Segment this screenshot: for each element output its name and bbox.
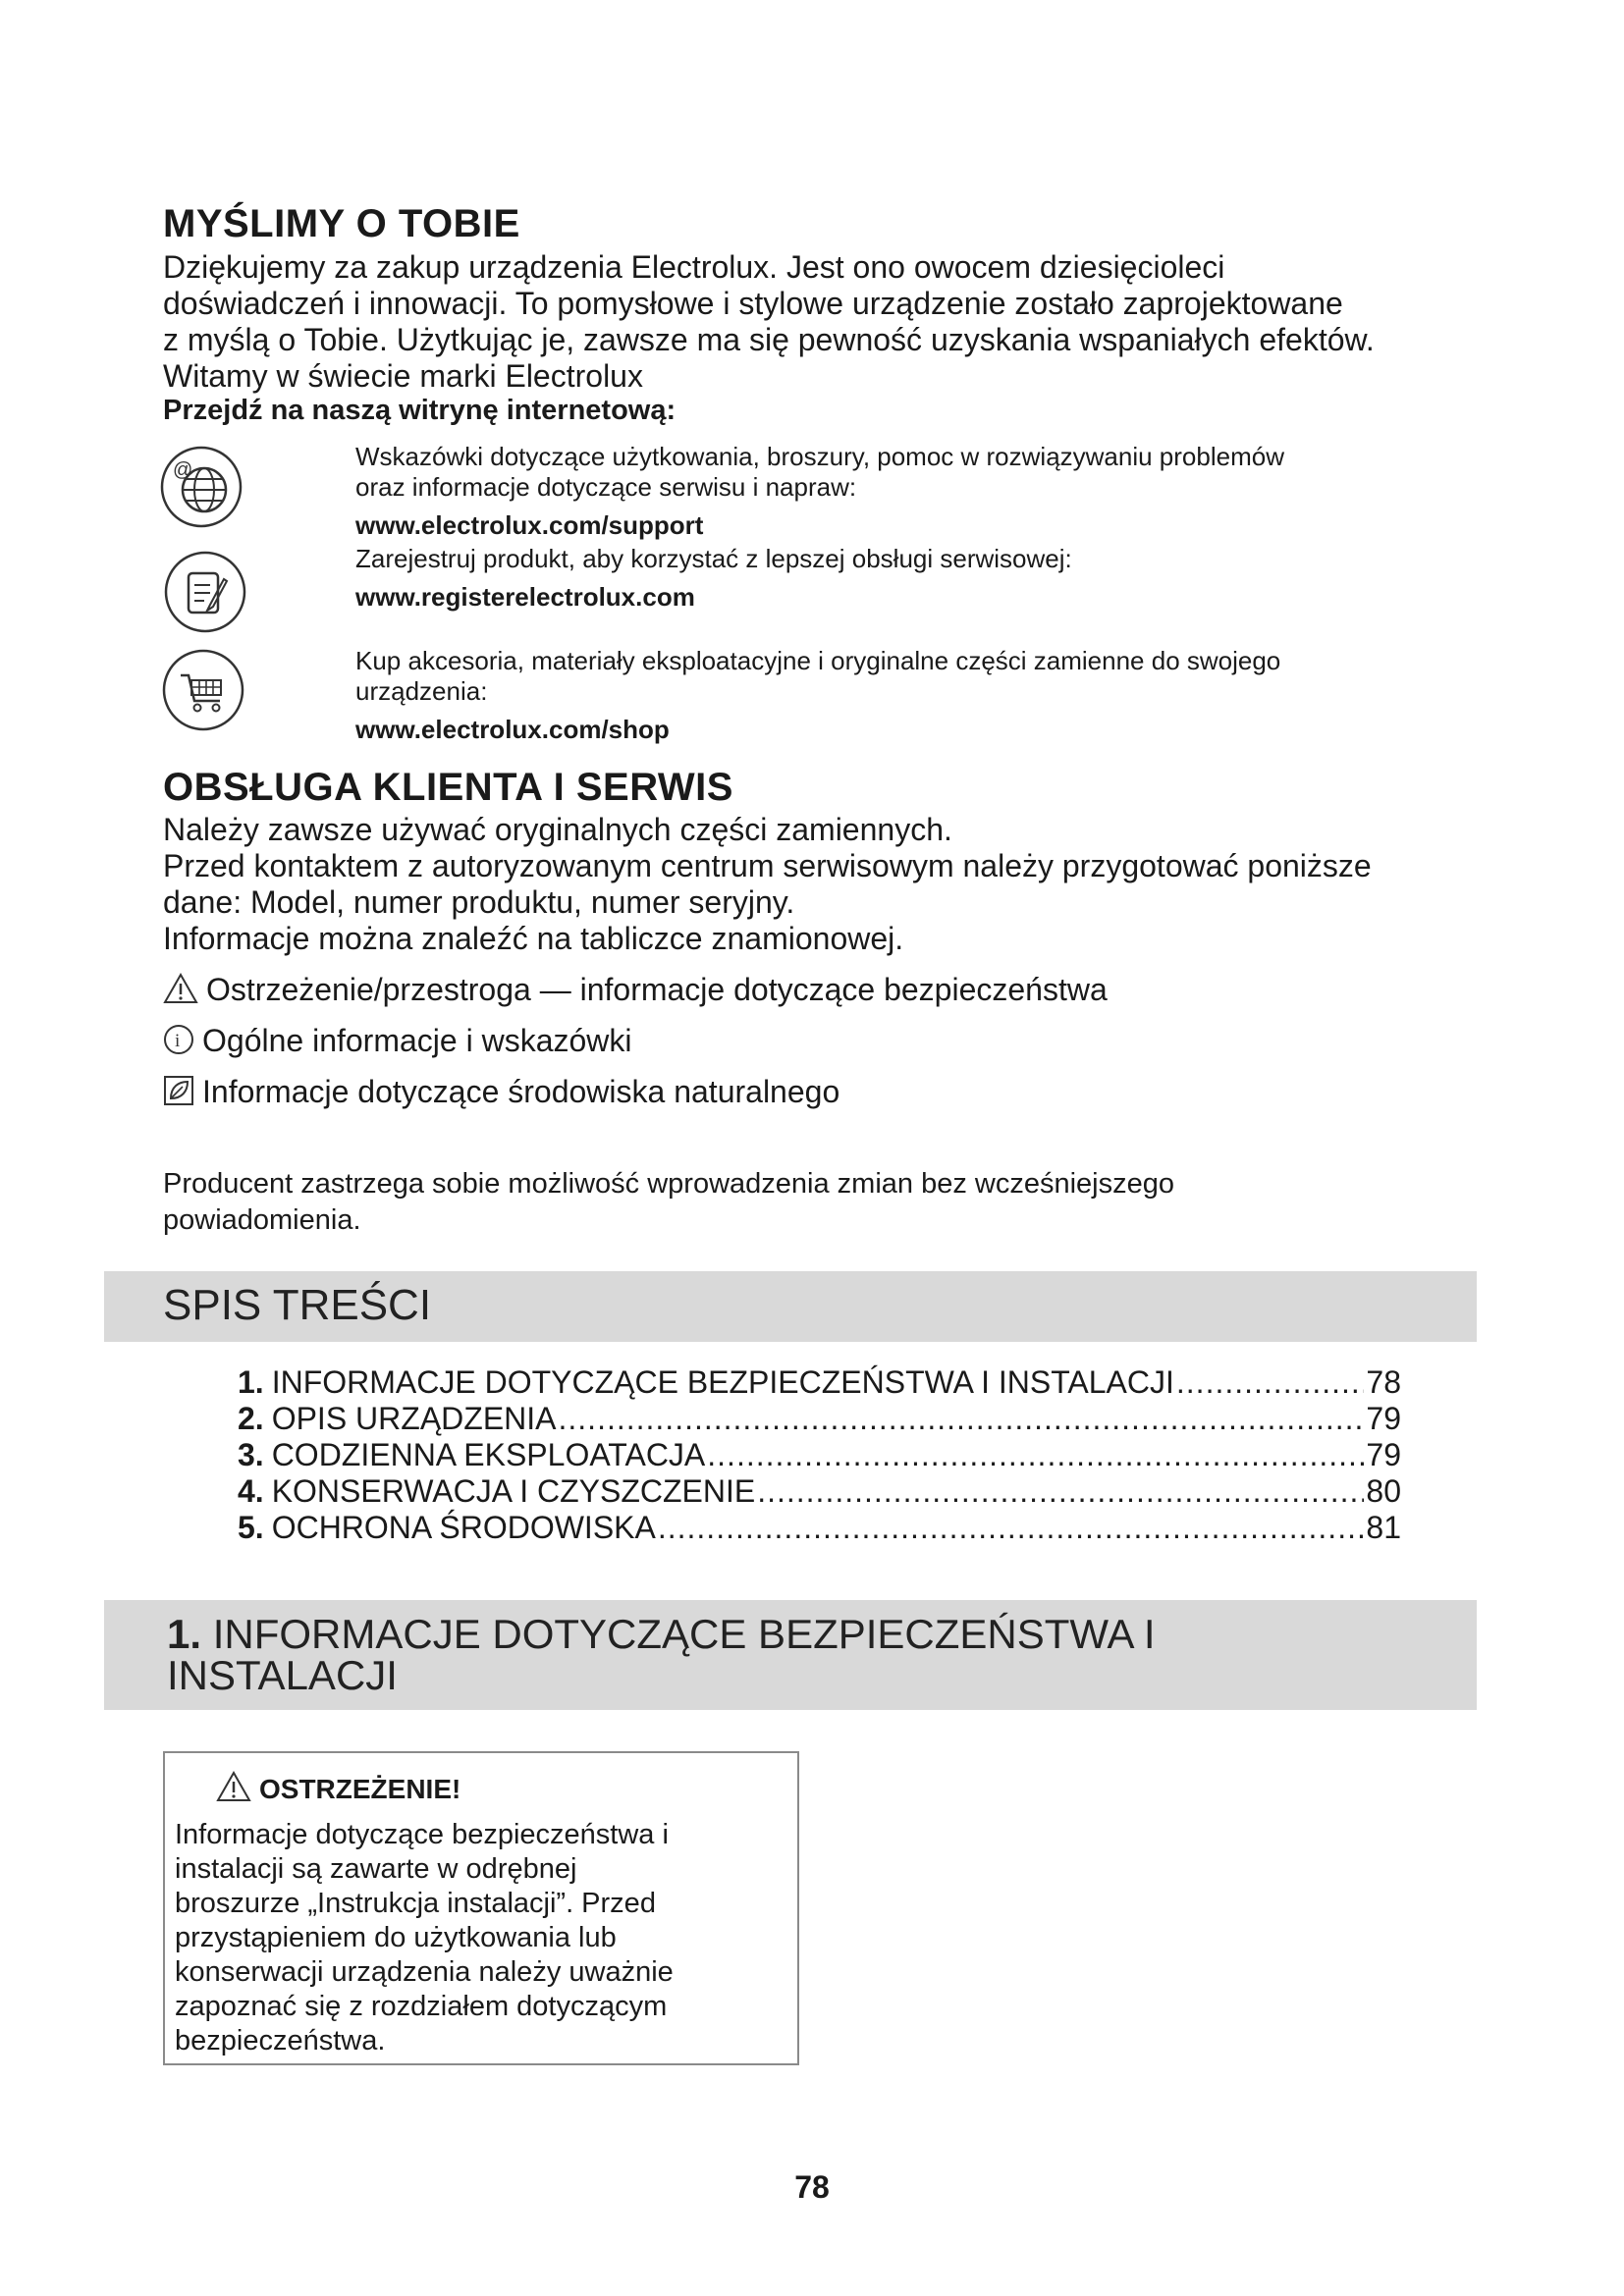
link-line: Kup akcesoria, materiały eksploatacyjne i oryginalne części zamienne do swojego: [355, 646, 1281, 675]
service-title: OBSŁUGA KLIENTA I SERWIS: [163, 766, 733, 809]
toc-title: SPIS TREŚCI: [163, 1281, 432, 1329]
shopping-cart-icon: [161, 648, 245, 732]
toc-item-page: 79: [1366, 1437, 1401, 1472]
section1-title-line: INSTALACJI: [167, 1652, 398, 1698]
toc-item-number: 5.: [238, 1510, 264, 1545]
warning-heading: [216, 1771, 460, 1809]
warning-line: zapoznać się z rozdziałem dotyczącym: [175, 1991, 668, 2022]
warning-text: [175, 1818, 674, 2058]
toc-item-page: 81: [1366, 1510, 1401, 1545]
service-text: [163, 812, 1372, 957]
service-line: Należy zawsze używać oryginalnych części zamiennych.: [163, 812, 952, 847]
legend-item: [163, 966, 1108, 1017]
service-line: Przed kontaktem z autoryzowanym centrum serwisowym należy przygotować poniższe: [163, 848, 1372, 883]
link-line: urządzenia:: [355, 676, 488, 706]
intro-line: doświadczeń i innowacji. To pomysłowe i stylowe urządzenie zostało zaprojektowane: [163, 286, 1343, 321]
legend-item: [163, 1017, 1108, 1068]
support-url-link[interactable]: www.electrolux.com/support: [355, 510, 704, 540]
link-line: Zarejestruj produkt, aby korzystać z lepszej obsługi serwisowej:: [355, 544, 1072, 573]
toc-leader: [559, 1401, 1365, 1437]
warning-triangle-icon: [216, 1771, 251, 1809]
intro-text: [163, 249, 1375, 395]
toc-item-page: 80: [1366, 1473, 1401, 1509]
intro-title: MYŚLIMY O TOBIE: [163, 202, 520, 245]
intro-line: z myślą o Tobie. Użytkując je, zawsze ma się pewność uzyskania wspaniałych efektów.: [163, 322, 1375, 357]
disclaimer: [163, 1166, 1174, 1239]
toc-item[interactable]: [238, 1364, 1401, 1401]
toc-item-label: OPIS URZĄDZENIA: [271, 1401, 557, 1436]
svg-text:i: i: [175, 1031, 181, 1051]
website-heading: Przejdź na naszą witrynę internetową:: [163, 395, 677, 426]
toc-header-bar: [104, 1271, 1477, 1342]
symbol-legend: [163, 966, 1108, 1119]
service-line: Informacje można znaleźć na tabliczce znamionowej.: [163, 921, 904, 956]
toc-item-label: CODZIENNA EKSPLOATACJA: [271, 1437, 706, 1472]
register-url-link[interactable]: www.registerelectrolux.com: [355, 582, 695, 612]
link-line: oraz informacje dotyczące serwisu i napraw:: [355, 472, 857, 502]
toc-item[interactable]: [238, 1437, 1401, 1473]
toc-item[interactable]: [238, 1473, 1401, 1510]
toc-list: [238, 1364, 1401, 1546]
toc-leader: [707, 1437, 1364, 1473]
toc-item-number: 4.: [238, 1473, 264, 1509]
environment-leaf-icon: [163, 1072, 194, 1119]
toc-item-number: 2.: [238, 1401, 264, 1436]
service-line: dane: Model, numer produktu, numer seryjny.: [163, 884, 795, 920]
toc-item-number: 3.: [238, 1437, 264, 1472]
section1-title-line: INFORMACJE DOTYCZĄCE BEZPIECZEŃSTWA I: [212, 1611, 1156, 1657]
warning-box: [163, 1751, 799, 2065]
intro-line: Dziękujemy za zakup urządzenia Electrolux. Jest ono owocem dziesięcioleci: [163, 249, 1225, 285]
info-circle-icon: [163, 1021, 194, 1068]
link-register-text: [355, 544, 1072, 613]
section1-number: 1.: [167, 1611, 202, 1657]
toc-leader: [757, 1473, 1364, 1510]
section1-title: [167, 1611, 1156, 1698]
link-support-text: [355, 442, 1284, 541]
intro-line: Witamy w świecie marki Electrolux: [163, 358, 643, 394]
toc-item[interactable]: [238, 1510, 1401, 1546]
toc-leader: [658, 1510, 1365, 1546]
warning-line: przystąpieniem do użytkowania lub: [175, 1922, 617, 1953]
link-line: Wskazówki dotyczące użytkowania, broszury, pomoc w rozwiązywaniu problemów: [355, 442, 1284, 471]
toc-item-label: KONSERWACJA I CZYSZCZENIE: [271, 1473, 756, 1509]
warning-line: konserwacji urządzenia należy uważnie: [175, 1956, 674, 1988]
toc-leader: [1176, 1364, 1365, 1401]
section1-header-bar: [104, 1600, 1477, 1710]
warning-line: instalacji są zawarte w odrębnej: [175, 1853, 577, 1885]
warning-line: broszurze „Instrukcja instalacji”. Przed: [175, 1888, 656, 1919]
globe-icon: [159, 445, 244, 529]
page-number: 78: [794, 2169, 830, 2205]
link-shop-text: [355, 646, 1280, 745]
legend-info-text: Ogólne informacje i wskazówki: [202, 1023, 632, 1058]
toc-item-label: OCHRONA ŚRODOWISKA: [271, 1510, 656, 1545]
warning-line: bezpieczeństwa.: [175, 2025, 386, 2056]
toc-item-label: INFORMACJE DOTYCZĄCE BEZPIECZEŃSTWA I INSTALACJI: [271, 1364, 1174, 1400]
svg-text:@: @: [173, 459, 193, 481]
register-form-icon: [163, 550, 247, 634]
toc-item-page: 79: [1366, 1401, 1401, 1436]
toc-item-number: 1.: [238, 1364, 264, 1400]
toc-item-page: 78: [1366, 1364, 1401, 1400]
disclaimer-line: Producent zastrzega sobie możliwość wprowadzenia zmian bez wcześniejszego: [163, 1168, 1174, 1200]
legend-warning-text: Ostrzeżenie/przestroga — informacje dotyczące bezpieczeństwa: [206, 972, 1108, 1007]
warning-title: OSTRZEŻENIE!: [259, 1774, 461, 1804]
toc-item[interactable]: [238, 1401, 1401, 1437]
shop-url-link[interactable]: www.electrolux.com/shop: [355, 715, 670, 744]
warning-line: Informacje dotyczące bezpieczeństwa i: [175, 1819, 669, 1850]
disclaimer-line: powiadomienia.: [163, 1204, 361, 1236]
legend-item: [163, 1068, 1108, 1119]
warning-triangle-icon: [163, 970, 198, 1017]
legend-environment-text: Informacje dotyczące środowiska naturalnego: [202, 1074, 840, 1109]
